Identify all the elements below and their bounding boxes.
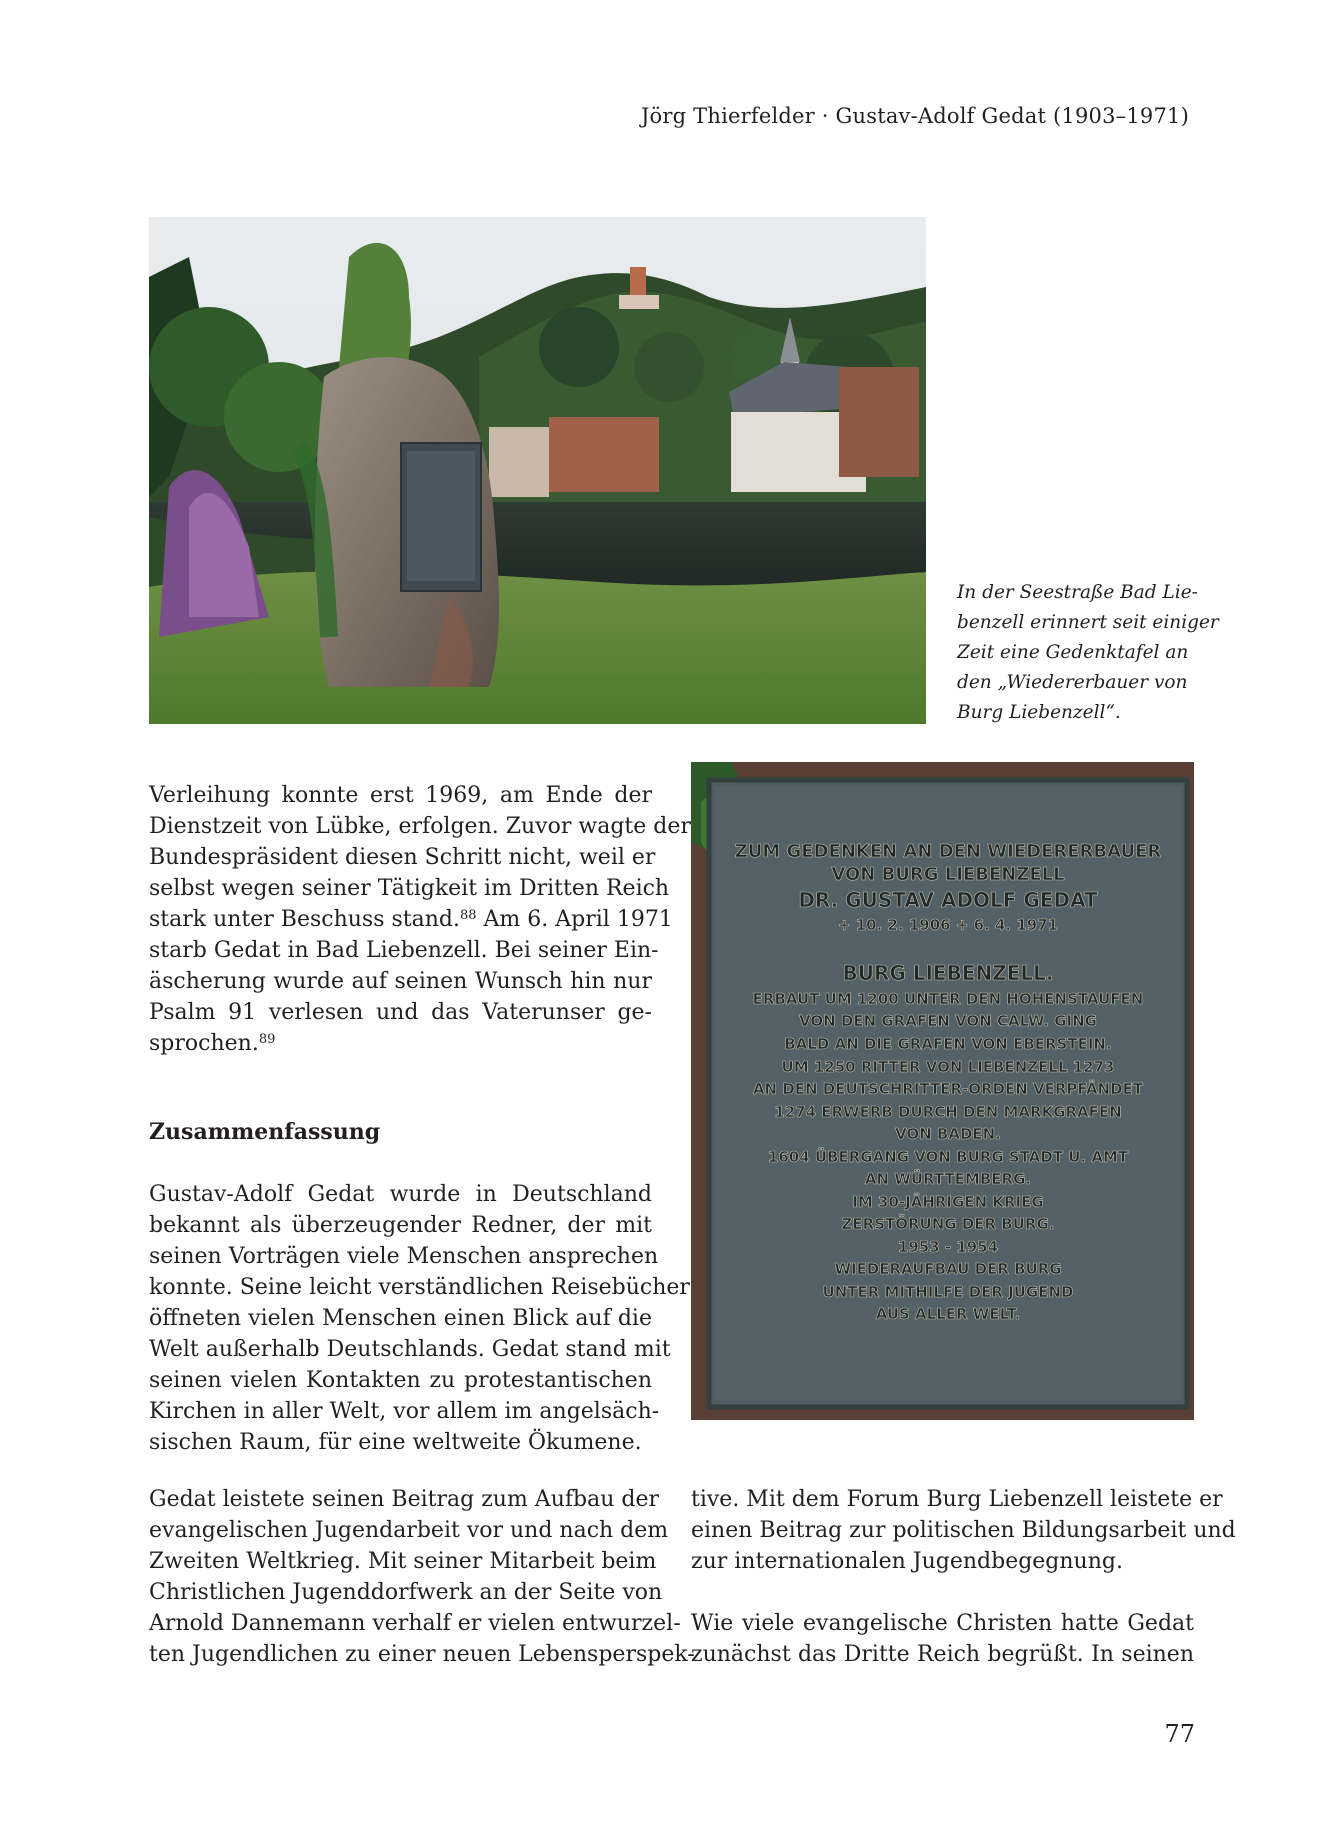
- plaque-line: AN DEN DEUTSCHRITTER-ORDEN VERPFÄNDET: [752, 1080, 1144, 1098]
- plaque-line: IM 30-JÄHRIGEN KRIEG: [852, 1193, 1044, 1211]
- plaque-line: UM 1250 RITTER VON LIEBENZELL 1273: [781, 1058, 1115, 1076]
- text-line: Welt außerhalb Deutschlands. Gedat stand mit: [149, 1337, 671, 1362]
- running-header: Jörg Thierfelder · Gustav-Adolf Gedat (1903–1971): [640, 104, 1189, 128]
- plaque-line: 1953 - 1954: [897, 1238, 999, 1256]
- text-line: Dienstzeit von Lübke, erfolgen. Zuvor wagte der: [149, 814, 691, 839]
- text-line: Kirchen in aller Welt, vor allem im angelsäch-: [149, 1399, 660, 1424]
- text-line: starb Gedat in Bad Liebenzell. Bei seiner Ein-: [149, 938, 659, 963]
- text-line: Christlichen Jugenddorfwerk an der Seite von: [149, 1580, 663, 1605]
- plaque-line: BALD AN DIE GRAFEN VON EBERSTEIN.: [784, 1035, 1112, 1053]
- text-line: Verleihung konnte erst 1969, am Ende der: [149, 783, 652, 808]
- text-line: seinen vielen Kontakten zu protestantischen: [149, 1368, 652, 1393]
- page-number: 77: [1164, 1720, 1195, 1748]
- section-heading: Zusammenfassung: [149, 1119, 381, 1145]
- text-line: Arnold Dannemann verhalf er vielen entwurzel-: [149, 1611, 681, 1636]
- plaque-line: WIEDERAUFBAU DER BURG: [834, 1260, 1062, 1278]
- footnote-ref: 88: [460, 908, 477, 923]
- text-line: seinen Vorträgen viele Menschen ansprechen: [149, 1244, 659, 1269]
- text-line: äscherung wurde auf seinen Wunsch hin nur: [149, 969, 652, 994]
- text-line: evangelischen Jugendarbeit vor und nach dem: [149, 1518, 669, 1543]
- text-line: sprochen.$^{89}$: [149, 1031, 276, 1056]
- plaque-line: AUS ALLER WELT.: [875, 1305, 1021, 1323]
- text-line: Bundespräsident diesen Schritt nicht, weil er: [149, 845, 656, 870]
- text-line: Gedat leistete seinen Beitrag zum Aufbau der: [149, 1487, 659, 1512]
- text-line: einen Beitrag zur politischen Bildungsarbeit und: [691, 1518, 1236, 1543]
- text-line: Zweiten Weltkrieg. Mit seiner Mitarbeit beim: [149, 1549, 657, 1574]
- text-column-right: [691, 1484, 1236, 1577]
- text-line: Wie viele evangelische Christen hatte Gedat: [691, 1611, 1194, 1636]
- text-line: stark unter Beschuss stand.$^{88}$ Am 6. April 1971: [149, 907, 673, 932]
- text-line: Gustav-Adolf Gedat wurde in Deutschland: [149, 1182, 652, 1207]
- text-line: tive. Mit dem Forum Burg Liebenzell leistete er: [691, 1487, 1223, 1512]
- plaque-line: ERBAUT UM 1200 UNTER DEN HOHENSTAUFEN: [752, 990, 1144, 1008]
- text-column-left-summary: [149, 1179, 690, 1458]
- photo-caption: [957, 578, 1219, 728]
- plaque-line: BURG LIEBENZELL.: [842, 961, 1054, 985]
- caption-line: Zeit eine Gedenktafel an: [957, 642, 1189, 663]
- plaque-line: UNTER MITHILFE DER JUGEND: [822, 1283, 1074, 1301]
- plaque-line: VON DEN GRAFEN VON CALW. GING: [799, 1012, 1097, 1030]
- caption-line: Burg Liebenzell“.: [957, 702, 1121, 723]
- text-line: öffneten vielen Menschen einen Blick auf die: [149, 1306, 652, 1331]
- section-block: [149, 1117, 652, 1148]
- plaque-line: 1274 ERWERB DURCH DEN MARKGRAFEN: [774, 1103, 1122, 1121]
- caption-line: benzell erinnert seit einiger: [957, 612, 1219, 633]
- plaque-line: DR. GUSTAV ADOLF GEDAT: [798, 888, 1098, 912]
- text-line: sischen Raum, für eine weltweite Ökumene.: [149, 1430, 642, 1455]
- text-line: konnte. Seine leicht verständlichen Reisebücher: [149, 1275, 690, 1300]
- text-column-left-bottom: [149, 1484, 695, 1670]
- memorial-stone-photo: [149, 217, 926, 724]
- footnote-ref: 89: [258, 1032, 276, 1047]
- plaque-line: ZUM GEDENKEN AN DEN WIEDERERBAUER: [734, 841, 1162, 862]
- plaque-line: AN WÜRTTEMBERG.: [864, 1170, 1032, 1188]
- text-line: Psalm 91 verlesen und das Vaterunser ge-: [149, 1000, 652, 1025]
- text-line: zur internationalen Jugendbegegnung.: [691, 1549, 1123, 1574]
- plaque-line: ZERSTÖRUNG DER BURG.: [841, 1215, 1055, 1233]
- text-column-right-2: [691, 1608, 1194, 1670]
- plaque-line: VON BADEN.: [895, 1125, 1001, 1143]
- plaque-line: VON BURG LIEBENZELL: [831, 864, 1065, 885]
- text-line: bekannt als überzeugender Redner, der mit: [149, 1213, 652, 1238]
- text-line: zunächst das Dritte Reich begrüßt. In seinen: [691, 1642, 1194, 1667]
- text-column-left: [149, 780, 691, 1059]
- caption-line: In der Seestraße Bad Lie-: [957, 582, 1198, 603]
- caption-line: den „Wiedererbauer von: [957, 672, 1188, 693]
- plaque-line: + 10. 2. 1906 + 6. 4. 1971: [837, 916, 1059, 934]
- plaque-line: 1604 ÜBERGANG VON BURG STADT U. AMT: [767, 1148, 1129, 1166]
- text-line: ten Jugendlichen zu einer neuen Lebensperspek-: [149, 1642, 695, 1667]
- memorial-plaque-photo: [691, 762, 1194, 1420]
- text-line: selbst wegen seiner Tätigkeit im Dritten Reich: [149, 876, 670, 901]
